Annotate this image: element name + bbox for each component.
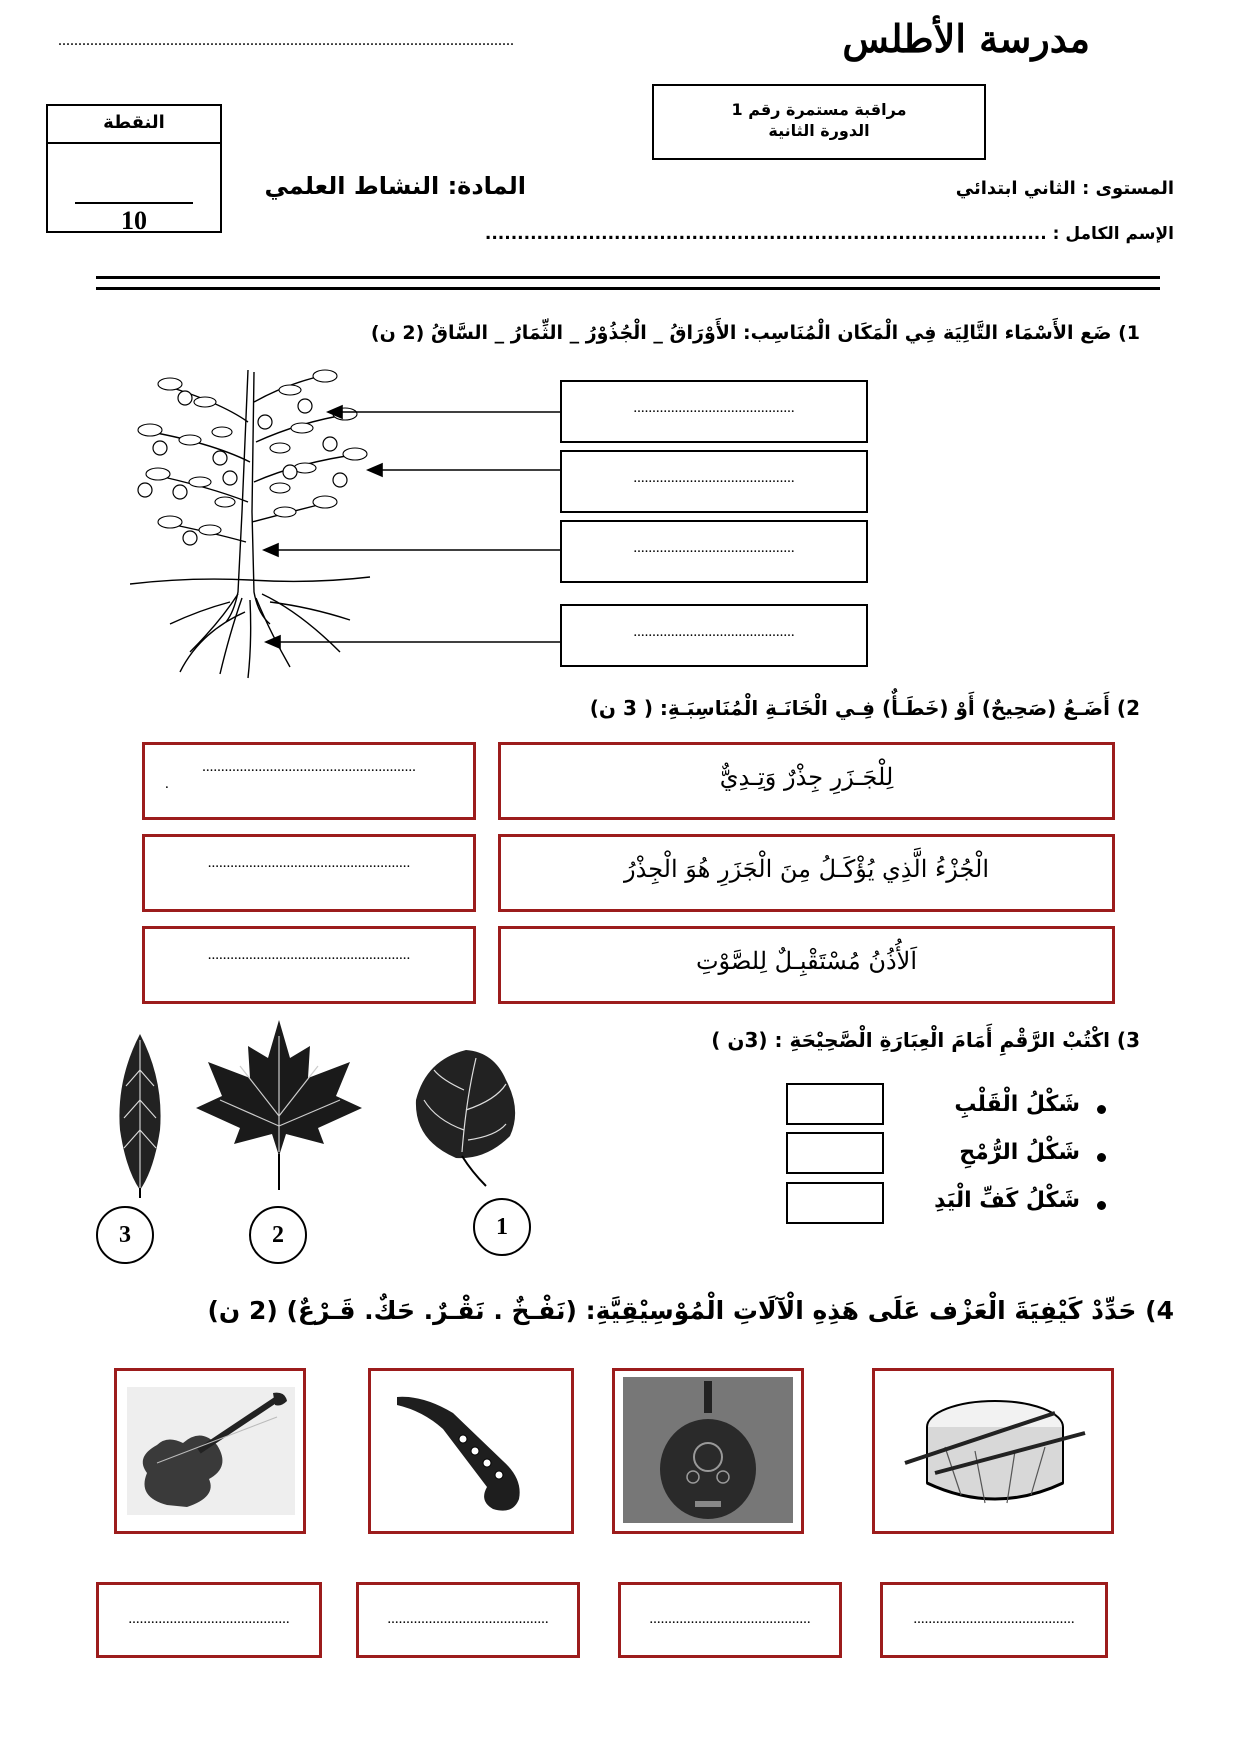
instrument-box-drum [872, 1368, 1114, 1534]
school-dotted-line: .................................................................................................................. [58, 32, 514, 49]
q1-slot-1[interactable] [560, 380, 868, 443]
q2-answer-3[interactable] [142, 926, 476, 1004]
q2-statement-text: لِلْجَـزَرِ جِذْرٌ وَتِـدِيٌّ [719, 763, 894, 791]
q3-box-heart[interactable] [786, 1083, 884, 1125]
q1-slot-dots: ........................................... [633, 624, 795, 640]
q2-answer-dots: ...................................................... [207, 947, 411, 963]
q2-statement-3 [498, 926, 1115, 1004]
q1-title: 1) ضَع الأَسْمَاء التَّالِيَة فِي الْمَكَان الْمُنَاسِب: الأَوْرَاقُ _ الْجُذُوْرُ _ الثِّمَارُ _ السَّاقُ (2 ن) [370, 322, 1140, 344]
maple-leaf-icon [190, 1016, 368, 1192]
q2-answer-2[interactable] [142, 834, 476, 912]
q3-option-heart: شَكْلُ الْقَلْبِ [954, 1092, 1080, 1117]
saxophone-icon [383, 1383, 563, 1519]
heart-leaf-icon [406, 1040, 522, 1190]
subject: المادة: النشاط العلمي [264, 172, 526, 200]
score-total: 10 [121, 206, 147, 235]
exam-title: مراقبة مستمرة رقم 1 [731, 100, 907, 119]
score-label: النقطة [48, 106, 220, 144]
q4-answer-dots: ........................................... [128, 1611, 290, 1627]
drum-icon [895, 1385, 1095, 1521]
leaf-number-3: 3 [96, 1206, 154, 1264]
q4-answer-dots: ........................................... [649, 1611, 811, 1627]
spear-leaf-icon [110, 1030, 170, 1200]
q1-arrows [0, 0, 1240, 700]
exam-session: الدورة الثانية [768, 121, 870, 140]
bullet-icon [1097, 1105, 1106, 1114]
q2-answer-dots: ...................................................... [207, 855, 411, 871]
q4-title: 4) حَدِّدْ كَيْفِيَةَ الْعَزْف عَلَى هَذِهِ الْآلَاتِ الْمُوْسِيْقِيَّةِ: (نَفْـخٌ . نَقْـرٌ. حَكٌ. قَـرْعٌ) (2 ن) [207, 1296, 1174, 1325]
q3-option-spear: شَكْلُ الرُّمْحِ [959, 1140, 1080, 1165]
bullet-icon [1097, 1201, 1106, 1210]
q4-answer-dots: ........................................... [913, 1611, 1075, 1627]
q2-statement-text: اَلأُذُنُ مُسْتَقْبِـلٌ لِلصَّوْتِ [695, 947, 918, 975]
q1-slot-dots: ........................................... [633, 470, 795, 486]
q2-statement-text: الْجُزْءُ الَّذِي يُؤْكَـلُ مِنَ الْجَزَرِ هُوَ الْجِذْرُ [624, 855, 989, 883]
fullname-field[interactable]: الإسم الكامل : ....................................................................................... [484, 224, 1174, 244]
q1-slot-dots: ........................................... [633, 400, 795, 416]
q2-answer-dot: . [165, 776, 169, 792]
level: المستوى : الثاني ابتدائي [955, 178, 1174, 199]
q2-statement-1 [498, 742, 1115, 820]
instrument-box-oud [612, 1368, 804, 1534]
q4-answer-saxophone[interactable] [356, 1582, 580, 1658]
q2-answer-dots: ......................................................... [202, 759, 416, 775]
q3-box-spear[interactable] [786, 1132, 884, 1174]
leaf-number-2: 2 [249, 1206, 307, 1264]
leaf-number-1: 1 [473, 1198, 531, 1256]
q2-answer-1[interactable] [142, 742, 476, 820]
instrument-box-saxophone [368, 1368, 574, 1534]
q1-slot-2[interactable] [560, 450, 868, 513]
q3-box-palm[interactable] [786, 1182, 884, 1224]
q1-slot-3[interactable] [560, 520, 868, 583]
q3-option-palm: شَكْلُ كَفِّ الْيَدِ [934, 1188, 1080, 1213]
q4-answer-dots: ........................................... [387, 1611, 549, 1627]
oud-icon [623, 1377, 793, 1523]
instrument-box-violin [114, 1368, 306, 1534]
q2-statement-2 [498, 834, 1115, 912]
bullet-icon [1097, 1153, 1106, 1162]
q4-answer-oud[interactable] [618, 1582, 842, 1658]
school-name: مدرسة الأطلس [842, 16, 1090, 61]
q1-slot-4[interactable] [560, 604, 868, 667]
violin-icon [127, 1387, 295, 1515]
q3-title: 3) اكْتُبْ الرَّقْمِ أَمَامَ الْعِبَارَةِ الْصَّحِيْحَةِ : (3ن ) [711, 1028, 1140, 1052]
q4-answer-drum[interactable] [880, 1582, 1108, 1658]
q1-slot-dots: ........................................... [633, 540, 795, 556]
q4-answer-violin[interactable] [96, 1582, 322, 1658]
q2-title: 2) أَضَـعُ (صَحِيحٌ) أَوْ (خَطَـأٌ) فِـي الْخَانَـةِ الْمُنَاسِبَـةِ: ( 3 ن) [589, 696, 1140, 720]
